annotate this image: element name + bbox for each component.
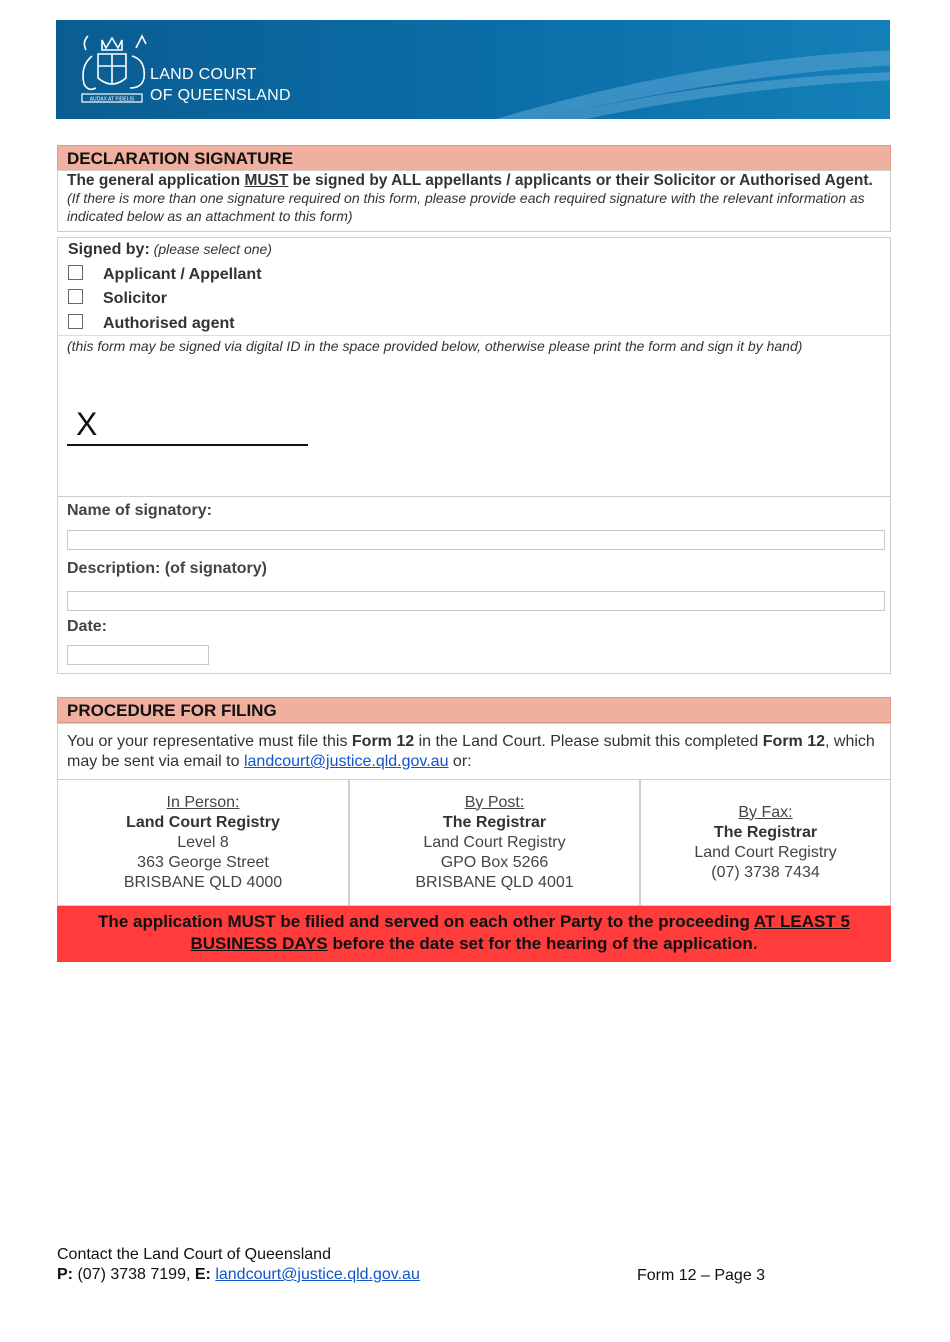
signed-by-hint: (please select one) <box>149 241 272 257</box>
by-post-heading: By Post: <box>464 793 525 811</box>
option-label: Applicant / Appellant <box>103 266 262 283</box>
procedure-text-part4: or: <box>448 753 472 770</box>
queensland-coat-of-arms-icon <box>72 26 152 110</box>
brand-name-line2: OF QUEENSLAND <box>150 87 291 104</box>
solicitor-checkbox[interactable] <box>68 289 83 304</box>
by-post-line2: GPO Box 5266 <box>440 853 549 871</box>
option-applicant-appellant[interactable] <box>68 265 262 284</box>
procedure-text <box>57 723 891 780</box>
option-solicitor[interactable] <box>68 289 167 308</box>
divider <box>58 335 890 336</box>
signatory-details-box <box>57 496 891 674</box>
name-of-signatory-label: Name of signatory: <box>67 502 212 519</box>
signed-by-box <box>57 237 891 497</box>
procedure-section-title: PROCEDURE FOR FILING <box>57 697 891 723</box>
signature-area[interactable] <box>67 388 367 458</box>
header-banner <box>56 20 890 119</box>
signed-by-label: Signed by: <box>68 241 150 258</box>
crest-motto: AUDAX AT FIDELIS <box>89 96 135 103</box>
footer-phone-value: (07) 3738 7199, <box>73 1266 195 1283</box>
in-person-line3: BRISBANE QLD 4000 <box>123 873 283 891</box>
description-of-signatory-input[interactable] <box>67 591 885 611</box>
signed-by-heading <box>68 241 272 259</box>
footer-contact-line <box>57 1265 897 1285</box>
declaration-section-title: DECLARATION SIGNATURE <box>57 145 891 171</box>
option-label: Authorised agent <box>103 315 235 332</box>
form-reference-1: Form 12 <box>351 733 415 750</box>
footer-email-label: E: <box>194 1266 211 1283</box>
form-reference-2: Form 12 <box>762 733 826 750</box>
applicant-appellant-checkbox[interactable] <box>68 265 83 280</box>
in-person-column <box>57 779 349 906</box>
filing-methods-grid <box>57 779 891 906</box>
date-label: Date: <box>67 618 108 635</box>
filing-deadline-warning <box>57 906 891 962</box>
by-post-name: The Registrar <box>442 813 547 831</box>
procedure-text-part3: , which may be sent via email to <box>67 733 875 770</box>
brand-name-line1: LAND COURT <box>150 66 257 83</box>
declaration-intro <box>57 170 891 232</box>
warning-emphasis: AT LEAST 5 BUSINESS DAYS <box>190 912 850 953</box>
authorised-agent-checkbox[interactable] <box>68 314 83 329</box>
by-fax-name: The Registrar <box>713 823 818 841</box>
in-person-line2: 363 George Street <box>137 853 269 871</box>
procedure-email-link[interactable]: landcourt@justice.qld.gov.au <box>243 753 449 770</box>
footer-email-link[interactable]: landcourt@justice.qld.gov.au <box>215 1266 420 1283</box>
signature-mark: X <box>76 406 98 442</box>
option-authorised-agent[interactable] <box>68 314 235 333</box>
page-footer <box>57 1245 897 1285</box>
intro-text-part2: be signed by ALL appellants / applicants or their Solicitor or Authorised Agent. <box>288 172 873 189</box>
in-person-heading: In Person: <box>166 793 240 811</box>
by-fax-line2: (07) 3738 7434 <box>711 863 820 881</box>
by-fax-heading: By Fax: <box>738 803 793 821</box>
footer-phone-label: P: <box>57 1266 73 1283</box>
footer-page-reference: Form 12 – Page 3 <box>637 1267 766 1284</box>
by-post-line1: Land Court Registry <box>423 833 566 851</box>
procedure-text-part2: in the Land Court. Please submit this completed <box>414 733 763 750</box>
footer-contact-title: Contact the Land Court of Queensland <box>57 1246 331 1263</box>
warning-text-part1: The application MUST be filied and served on each other Party to the proceeding <box>98 912 754 931</box>
signing-note: (this form may be signed via digital ID in the space provided below, otherwise please print the form and sign it by hand) <box>67 338 803 354</box>
in-person-name: Land Court Registry <box>126 813 280 831</box>
by-post-column <box>349 779 640 906</box>
name-of-signatory-input[interactable] <box>67 530 885 550</box>
signature-line <box>67 444 308 446</box>
description-of-signatory-label: Description: (of signatory) <box>67 560 268 577</box>
option-label: Solicitor <box>103 290 168 307</box>
intro-note: (If there is more than one signature required on this form, please provide each required signature with the relevant information as indicated below as an attachment to this form) <box>67 190 865 224</box>
procedure-text-part1: You or your representative must file this <box>67 733 352 750</box>
by-post-line3: BRISBANE QLD 4001 <box>415 873 574 891</box>
intro-must: MUST <box>244 172 289 189</box>
intro-text-part1: The general application <box>67 172 245 189</box>
by-fax-column <box>640 779 891 906</box>
date-input[interactable] <box>67 645 209 665</box>
by-fax-line1: Land Court Registry <box>694 843 837 861</box>
warning-text-part2: before the date set for the hearing of the application. <box>327 934 758 953</box>
in-person-line1: Level 8 <box>177 833 229 851</box>
